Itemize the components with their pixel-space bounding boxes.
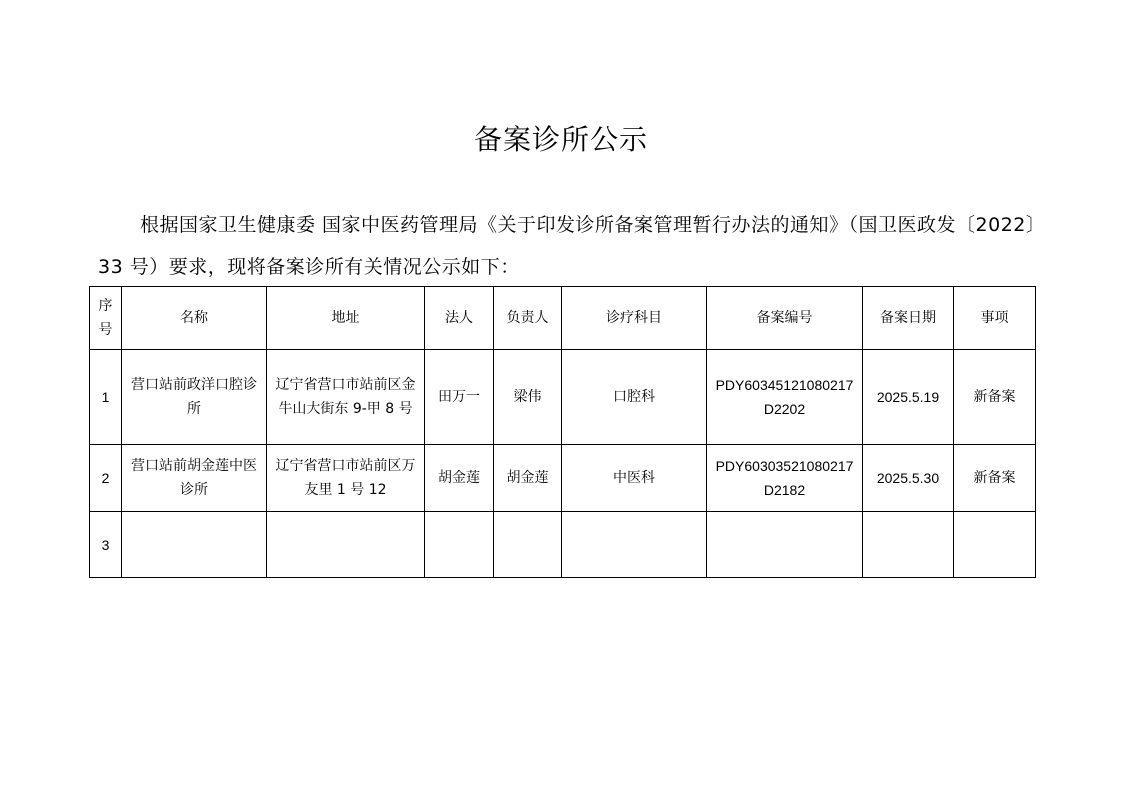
cell-address: 辽宁省营口市站前区金牛山大街东 9-甲 8 号 (267, 350, 425, 445)
cell-matter: 新备案 (954, 445, 1036, 512)
cell-record-date (863, 512, 954, 578)
cell-record-no (707, 512, 863, 578)
header-address: 地址 (267, 287, 425, 350)
cell-matter: 新备案 (954, 350, 1036, 445)
header-record-no: 备案编号 (707, 287, 863, 350)
cell-record-date: 2025.5.30 (863, 445, 954, 512)
cell-name: 营口站前胡金莲中医诊所 (122, 445, 267, 512)
page-title: 备案诊所公示 (473, 123, 648, 156)
cell-address: 辽宁省营口市站前区万友里 1 号 12 (267, 445, 425, 512)
table-row (90, 445, 1036, 512)
cell-subjects: 中医科 (562, 445, 707, 512)
cell-person-in-charge (494, 512, 562, 578)
header-legal-person: 法人 (425, 287, 494, 350)
cell-record-date: 2025.5.19 (863, 350, 954, 445)
table-row (90, 350, 1036, 445)
cell-legal-person: 田万一 (425, 350, 494, 445)
cell-record-no: PDY60303521080217D2182 (707, 445, 863, 512)
cell-person-in-charge: 梁伟 (494, 350, 562, 445)
cell-address (267, 512, 425, 578)
cell-subjects (562, 512, 707, 578)
header-subjects: 诊疗科目 (562, 287, 707, 350)
cell-name (122, 512, 267, 578)
table-row (90, 512, 1036, 578)
header-person-in-charge: 负责人 (494, 287, 562, 350)
cell-legal-person (425, 512, 494, 578)
cell-matter (954, 512, 1036, 578)
cell-name: 营口站前政洋口腔诊所 (122, 350, 267, 445)
header-name: 名称 (122, 287, 267, 350)
cell-record-no: PDY60345121080217D2202 (707, 350, 863, 445)
cell-no: 2 (90, 445, 122, 512)
cell-person-in-charge: 胡金莲 (494, 445, 562, 512)
cell-subjects: 口腔科 (562, 350, 707, 445)
cell-legal-person: 胡金莲 (425, 445, 494, 512)
table-header-row (90, 287, 1036, 350)
header-matter: 事项 (954, 287, 1036, 350)
intro-paragraph: 根据国家卫生健康委 国家中医药管理局《关于印发诊所备案管理暂行办法的通知》（国卫医政发〔2022〕33 号）要求，现将备案诊所有关情况公示如下： (98, 214, 1036, 278)
header-no: 序号 (90, 287, 122, 350)
header-record-date: 备案日期 (863, 287, 954, 350)
cell-no: 1 (90, 350, 122, 445)
cell-no: 3 (90, 512, 122, 578)
clinic-records-table (89, 286, 1036, 578)
